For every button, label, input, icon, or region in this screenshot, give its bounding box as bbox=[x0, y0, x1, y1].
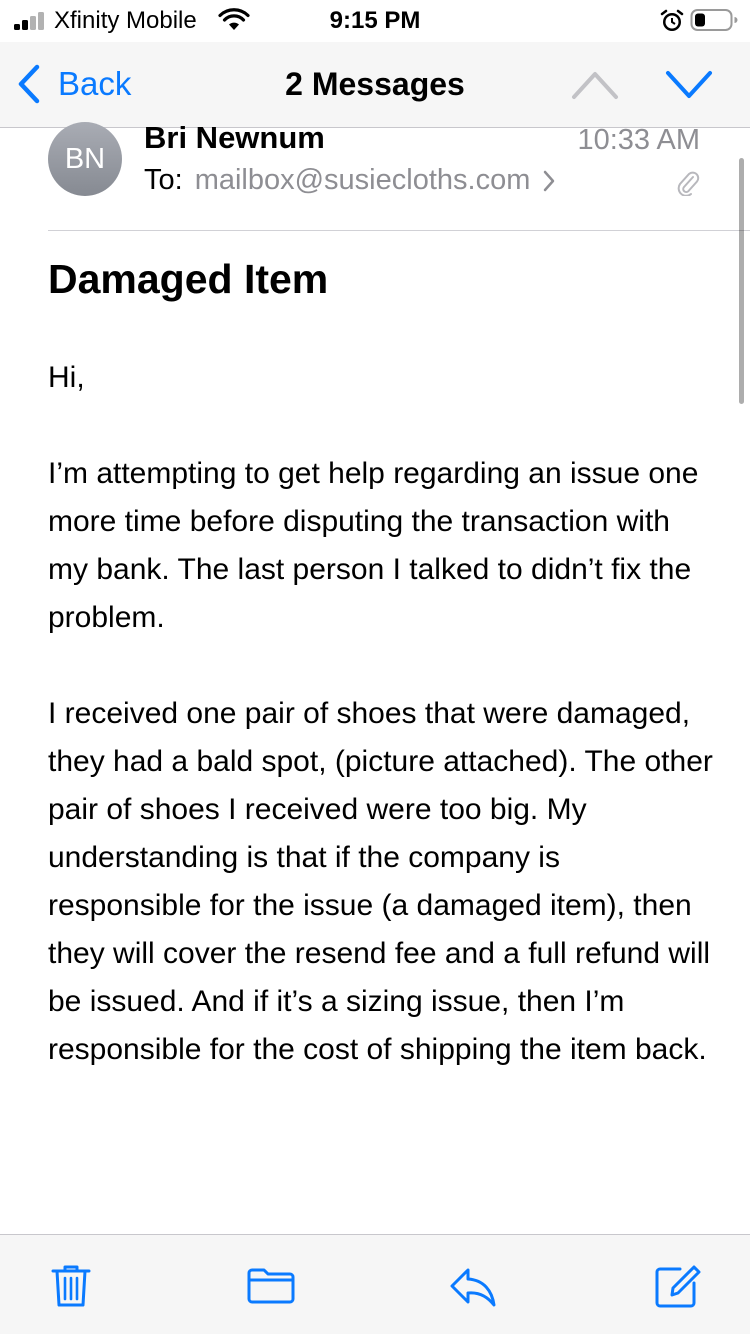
body-paragraph: I received one pair of shoes that were damaged, they had a bald spot, (picture attached). The other pair of shoes I received were too big. My understanding is that if the company is responsible for the issue (a damaged item), then they will cover the resend fee and a full refund will be issued. And if it’s a sizing issue, then I’m responsible for the cost of shipping the item back. bbox=[48, 697, 713, 1066]
recipient-row[interactable] bbox=[144, 164, 556, 197]
folder-icon bbox=[246, 1261, 296, 1311]
battery-icon bbox=[690, 8, 738, 32]
header-divider bbox=[48, 230, 750, 231]
navigation-bar bbox=[0, 42, 750, 128]
attachment-icon bbox=[676, 168, 700, 196]
chevron-down-icon[interactable] bbox=[664, 68, 714, 102]
scroll-indicator[interactable] bbox=[739, 158, 744, 404]
sender-name[interactable]: Bri Newnum bbox=[144, 120, 325, 155]
nav-title: 2 Messages bbox=[285, 66, 465, 102]
to-label: To: bbox=[144, 164, 183, 196]
body-paragraph: I’m attempting to get help regarding an issue one more time before disputing the transaction with my bank. The last person I talked to didn’t fix the problem. bbox=[48, 457, 699, 634]
chevron-up-icon[interactable] bbox=[570, 68, 620, 102]
trash-button[interactable] bbox=[46, 1261, 96, 1311]
recipient-address[interactable]: mailbox@susiecloths.com bbox=[194, 164, 531, 196]
body-paragraph: Hi, bbox=[48, 361, 85, 394]
alarm-icon bbox=[659, 8, 685, 34]
email-body bbox=[48, 354, 718, 1122]
reply-button[interactable] bbox=[448, 1261, 498, 1311]
message-time: 10:33 AM bbox=[577, 124, 700, 156]
move-to-folder-button[interactable] bbox=[246, 1261, 296, 1311]
status-time: 9:15 PM bbox=[329, 7, 421, 34]
carrier-name: Xfinity Mobile bbox=[54, 7, 197, 34]
chevron-right-icon bbox=[542, 169, 556, 193]
email-subject: Damaged Item bbox=[48, 256, 329, 302]
reply-icon bbox=[448, 1261, 498, 1311]
bottom-toolbar bbox=[0, 1234, 750, 1334]
status-bar bbox=[0, 0, 750, 42]
sender-avatar[interactable]: BN bbox=[48, 122, 122, 196]
compose-button[interactable] bbox=[652, 1261, 702, 1311]
back-label: Back bbox=[58, 65, 132, 102]
trash-icon bbox=[46, 1261, 96, 1311]
compose-icon bbox=[652, 1261, 702, 1311]
